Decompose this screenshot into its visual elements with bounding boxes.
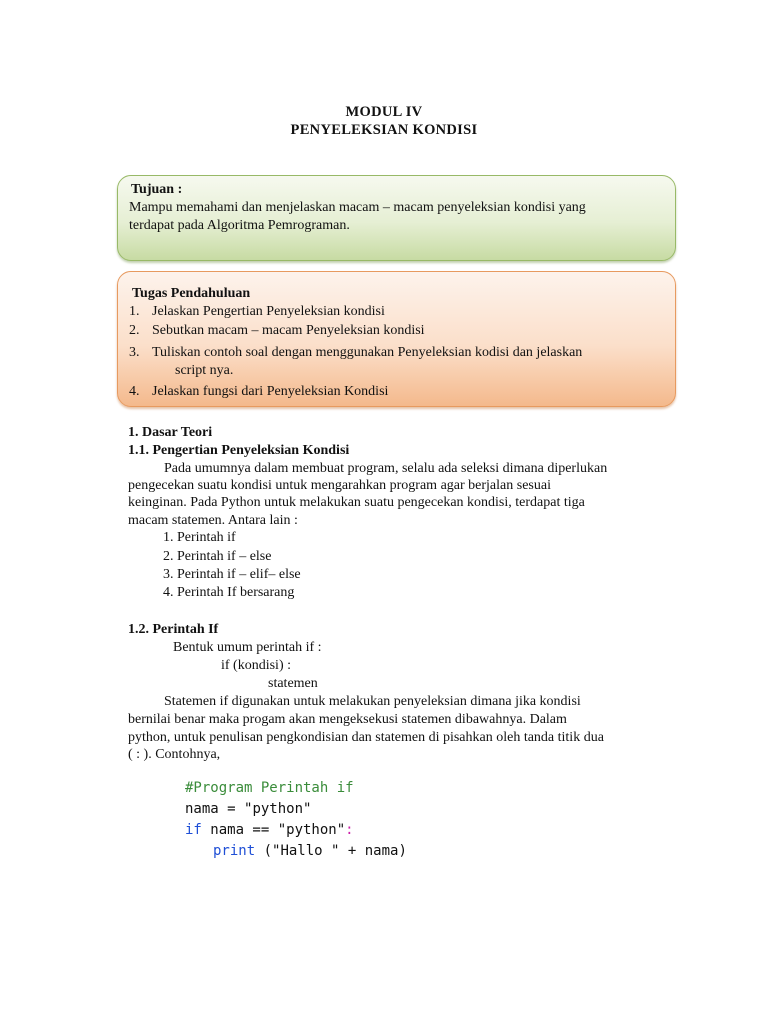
tugas-item-continuation: script nya. [175,363,234,378]
code-operator: : [345,822,354,838]
tugas-item-number: 4. [129,384,140,399]
paragraph-line: python, untuk penulisan pengkondisian dan statemen di pisahkan oleh tanda titik dua [128,730,604,745]
code-keyword: if [185,822,202,838]
code-keyword: print [213,843,256,859]
tujuan-text-line2: terdapat pada Algoritma Pemrograman. [129,218,350,233]
code-line-print [213,841,407,862]
syntax-line: statemen [268,676,318,691]
list-item: 4. Perintah If bersarang [163,585,295,600]
tujuan-label: Tujuan : [131,182,183,197]
code-text: nama == [201,822,278,838]
tugas-item-number: 1. [129,304,140,319]
code-line-comment [185,778,354,799]
tugas-label: Tugas Pendahuluan [132,286,251,301]
code-string: "Hallo " [272,843,340,859]
subsection-heading: 1.2. Perintah If [128,622,219,637]
code-text: ( [255,843,273,859]
paragraph-line: Pada umumnya dalam membuat program, selalu ada seleksi dimana diperlukan [164,461,608,476]
code-text: + nama) [339,843,407,859]
code-string: "python" [244,801,312,817]
paragraph-line: bernilai benar maka progam akan mengeksekusi statemen dibawahnya. Dalam [128,712,567,727]
code-string: "python" [277,822,346,838]
paragraph-line: Statemen if digunakan untuk melakukan penyeleksian dimana jika kondisi [164,694,581,709]
list-item: 1. Perintah if [163,530,236,545]
tugas-item-text: Jelaskan Pengertian Penyeleksian kondisi [152,304,385,319]
tugas-item-number: 3. [129,345,140,360]
syntax-intro: Bentuk umum perintah if : [173,640,322,655]
paragraph-line: macam statemen. Antara lain : [128,513,298,528]
list-item: 2. Perintah if – else [163,549,272,564]
syntax-line: if (kondisi) : [221,658,291,673]
tugas-item-text: Sebutkan macam – macam Penyeleksian kondisi [152,323,425,338]
tujuan-text-line1: Mampu memahami dan menjelaskan macam – macam penyeleksian kondisi yang [129,200,586,215]
list-item: 3. Perintah if – elif– else [163,567,301,582]
code-text: nama = [185,801,245,817]
paragraph-line: ( : ). Contohnya, [128,747,221,762]
module-subtitle: PENYELEKSIAN KONDISI [290,122,478,138]
tugas-item-number: 2. [129,323,140,338]
paragraph-line: keinginan. Pada Python untuk melakukan suatu pengecekan kondisi, terdapat tiga [128,495,585,510]
code-line-assign [185,799,311,820]
section-heading: 1. Dasar Teori [128,425,213,440]
paragraph-line: pengecekan suatu kondisi untuk mengarahkan program agar berjalan sesuai [128,478,551,493]
tugas-item-text: Tuliskan contoh soal dengan menggunakan Penyeleksian kodisi dan jelaskan [152,345,583,360]
subsection-heading: 1.1. Pengertian Penyeleksian Kondisi [128,443,350,458]
module-title: MODUL IV [345,104,423,120]
code-comment: #Program Perintah if [185,780,354,796]
tugas-item-text: Jelaskan fungsi dari Penyeleksian Kondisi [152,384,389,399]
code-line-if [185,820,354,841]
